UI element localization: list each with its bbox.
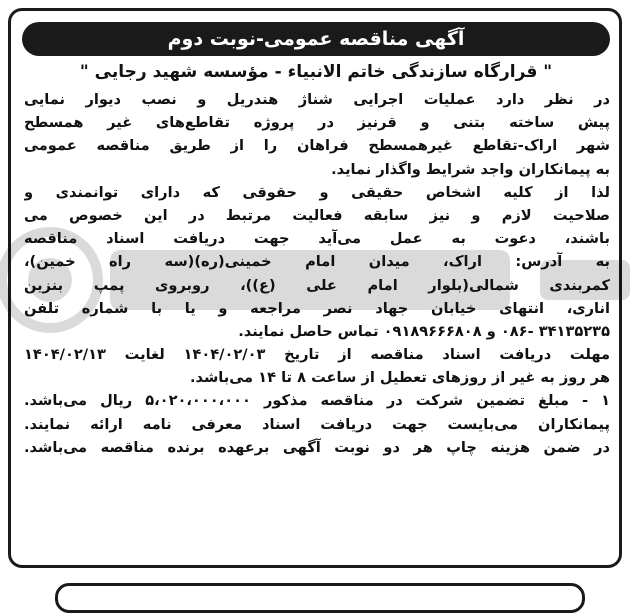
body-line: لذا از کلیه اشخاص حقیقی و حقوقی که دارای توانمندی و: [24, 183, 610, 201]
body-line: باشند، دعوت به عمل می‌آید جهت دریافت اسناد مناقصه: [24, 230, 610, 248]
notice-title: آگهی مناقصه عمومی-نوبت دوم: [167, 28, 465, 50]
body-line: هر روز به غیر از روزهای تعطیل از ساعت ۸ تا ۱۴ می‌باشد.: [189, 369, 610, 387]
body-line: پیش ساخته بتنی و قرنیز در پروژه تقاطع‌های غیر همسطح: [24, 114, 610, 132]
body-line: مهلت دریافت اسناد مناقصه از تاریخ ۱۴۰۴/۰۲/۰۳ لغایت ۱۴۰۴/۰۲/۱۳: [24, 346, 610, 364]
body-line: در ضمن هزینه چاپ هر دو نوبت آگهی برعهده برنده مناقصه می‌باشد.: [24, 438, 610, 456]
body-line: کمربندی شمالی(بلوار امام علی (ع))، روبروی پمپ بنزین: [24, 276, 610, 294]
notice-title-bar: [22, 22, 610, 56]
next-notice-frame: [55, 583, 585, 613]
body-line: پیمانکاران می‌بایست جهت دریافت اسناد معرفی نامه ارائه نمایند.: [24, 415, 610, 433]
body-line: ۱ - مبلغ تضمین شرکت در مناقصه مذکور ۵،۰۲۰،۰۰۰،۰۰۰ ریال می‌باشد.: [24, 392, 610, 410]
body-line: اناری، انتهای خیابان جهاد نصر مراجعه و یا با شماره تلفن: [24, 299, 610, 317]
notice-body: [24, 88, 610, 459]
body-line: به پیمانکاران واجد شرایط واگذار نماید.: [331, 160, 610, 178]
body-line: شهر اراک-تقاطع غیرهمسطح فراهان را از طریق مناقصه عمومی: [24, 137, 610, 155]
body-line: به آدرس: اراک، میدان امام خمینی(ره)(سه راه خمین)،: [24, 253, 610, 271]
body-line: صلاحیت لازم و نیز سابقه فعالیت مرتبط در این خصوص می: [24, 206, 610, 224]
body-line: ۳۴۱۳۵۲۳۵ -۰۸۶ و ۰۹۱۸۹۶۶۶۸۰۸ تماس حاصل نمایند.: [238, 322, 610, 340]
organization-name: " قرارگاه سازندگی خاتم الانبیاء - مؤسسه شهید رجایی ": [79, 62, 553, 82]
body-line: در نظر دارد عملیات اجرایی شناژ هندریل و نصب دیوار نمایی: [24, 91, 610, 108]
